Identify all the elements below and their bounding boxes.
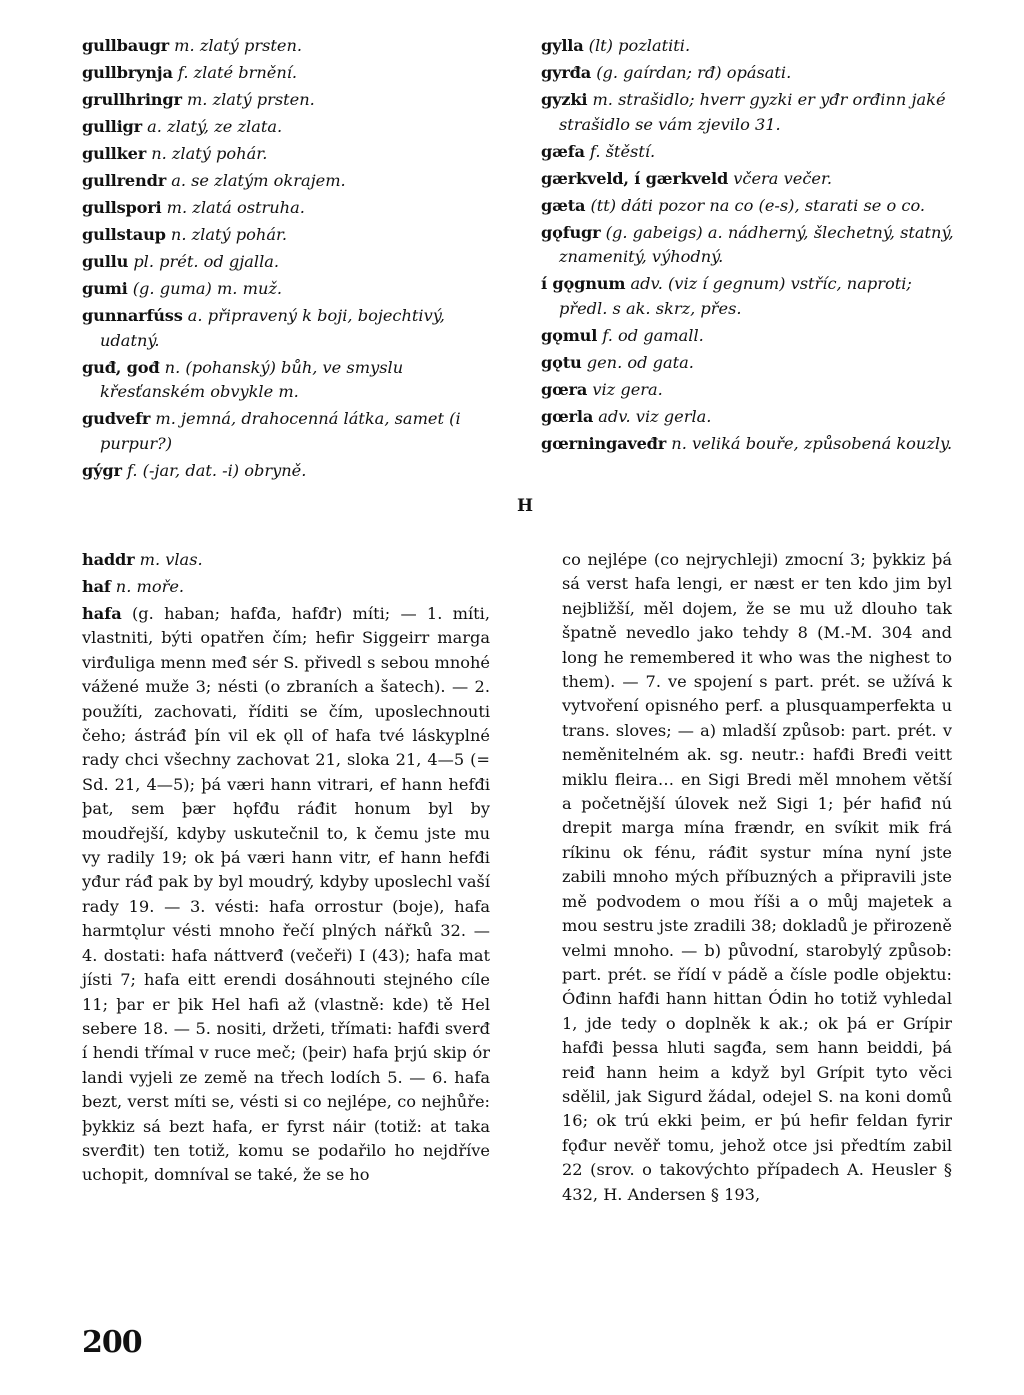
bottom-left-column	[82, 548, 490, 1188]
dictionary-entry	[541, 324, 961, 349]
dictionary-entry	[541, 167, 961, 192]
headword: gullbaugr	[82, 36, 170, 55]
gloss: n. moře.	[115, 577, 185, 596]
gloss: adv. viz gerla.	[598, 406, 712, 426]
dictionary-entry	[541, 272, 961, 321]
dictionary-entry	[82, 548, 490, 573]
dictionary-entry	[541, 34, 961, 59]
dictionary-entry	[82, 407, 490, 456]
gloss: (g. gabeigs) a. nádherný, šlechetný, statný, znamenitý, výhodný.	[559, 222, 954, 266]
gloss: gen. od gata.	[586, 352, 694, 372]
dictionary-entry	[82, 250, 490, 275]
headword: gullspori	[82, 198, 162, 217]
gloss: f. od gamall.	[602, 325, 704, 345]
hafa-entry	[82, 602, 490, 1188]
gloss: a. se zlatým okrajem.	[171, 171, 346, 190]
dictionary-entry	[82, 88, 490, 113]
dictionary-entry	[82, 169, 490, 194]
gloss: n. (pohanský) bůh, ve smyslu křesťanském obvykle m.	[100, 357, 404, 401]
headword: grullhringr	[82, 90, 182, 109]
headword: gǫtu	[541, 352, 582, 372]
headword: gumi	[82, 279, 128, 298]
gloss: m. vlas.	[139, 550, 203, 569]
dictionary-entry	[82, 61, 490, 86]
headword: gyrđa	[541, 63, 592, 82]
page-number: 200	[82, 1325, 142, 1360]
dictionary-entry	[541, 405, 961, 430]
dictionary-entry	[82, 34, 490, 59]
dictionary-entry	[82, 196, 490, 221]
dictionary-entry	[82, 277, 490, 302]
dictionary-entry	[541, 88, 961, 137]
headword: gœra	[541, 379, 588, 399]
dictionary-entry	[541, 140, 961, 165]
section-letter: H	[517, 496, 534, 516]
gloss: včera večer.	[733, 168, 833, 188]
headword: haddr	[82, 550, 135, 569]
dictionary-entry	[541, 378, 961, 403]
headword: gullstaup	[82, 225, 166, 244]
headword: gyzki	[541, 90, 588, 109]
gloss: f. štěstí.	[589, 141, 656, 161]
dictionary-entry	[541, 351, 961, 376]
headword: gunnarfúss	[82, 306, 183, 325]
headword: gylla	[541, 36, 584, 55]
dictionary-entry	[82, 575, 490, 600]
headword: gullbrynja	[82, 63, 173, 82]
gloss: m. zlatý prsten.	[174, 36, 303, 55]
dictionary-entry	[82, 304, 490, 353]
gloss: m. strašidlo; hverr gyzki er yđr orđinn jaké strašidlo se vám zjevilo 31.	[559, 90, 946, 134]
gloss: (tt) dáti pozor na co (e-s), starati se o co.	[590, 195, 926, 215]
gloss: viz gera.	[592, 379, 663, 399]
gloss: (g. gaírdan; rđ) opásati.	[596, 63, 792, 82]
headword: haf	[82, 577, 111, 596]
gloss: a. zlatý, ze zlata.	[147, 117, 283, 136]
gloss: m. zlatý prsten.	[186, 90, 315, 109]
gloss: a. připravený k boji, bojechtivý, udatný.	[100, 306, 445, 350]
dictionary-entry	[82, 223, 490, 248]
gloss: pl. prét. od gjalla.	[133, 252, 280, 271]
headword: gulligr	[82, 117, 142, 136]
hafa-entry-continued: co nejlépe (co nejrychleji) zmocní 3; þykkiz þá sá verst hafa lengi, er næst er ten kdo jim byl nejbližší, měl dojem, že se mu už dlouho tak špatně nevedlo jako tehdy 8 (M.-M. 304 and long he remembered it who was the nighest to them). — 7. ve spojení s part. prét. se užívá k vytvoření opisného perf. a plusquamperfekta u trans. sloves; — a) mladší způsob: part. prét. v neměnitelném ak. sg. neutr.: hafđi Bređi veitt miklu fleira… en Sigi Bredi měl mnohem větší a početnější úlovek než Sigi 1; þér hafiđ nú drepit marga mína frændr, en svíkit mik frá ríkinu ok fénu, ráđit systur mína nyní jste zabili mnoho mých příbuzných a připravili jste mě podvodem o mou říši a o můj majetek a mou sestru jste zradili 38; dokladů je přirozeně velmi mnoho. — b) původní, starobylý způsob: part. prét. se řídí v pádě a čísle podle objektu: Óđinn hafđi hann hittan Ódin ho totiž vyhledal 1, jde tedy o doplněk k ak.; ok þá er Grípir hafđi þessa hluti sagđa, sem hann beiddi, þá reiđ hann heim a když byl Grípit tyto věci sdělil, jak Sigurd žádal, odejel S. na koni domů 16; ok trú ekki þeim, er þú hefir feldan fyrir fǫđur nevěř tomu, jehož otce jsi předtím zabil 22 (srov. o takovýchto případech A. Heusler § 432, H. Andersen § 193,	[562, 550, 952, 1204]
headword: gudvefr	[82, 409, 151, 428]
gloss: n. zlatý pohár.	[170, 225, 288, 244]
headword: gullker	[82, 144, 147, 163]
gloss: f. zlaté brnění.	[177, 63, 298, 82]
dictionary-entry	[541, 221, 961, 270]
dictionary-entry	[82, 115, 490, 140]
bottom-right-column	[562, 548, 952, 1207]
gloss: n. zlatý pohár.	[151, 144, 268, 163]
gloss: (g. guma) m. muž.	[132, 279, 283, 298]
headword: gullu	[82, 252, 129, 271]
dictionary-entry	[82, 142, 490, 167]
top-left-column	[82, 34, 490, 486]
dictionary-entry	[541, 61, 961, 86]
headword: hafa	[82, 604, 122, 623]
top-right-column	[541, 34, 961, 459]
headword: guđ, gođ	[82, 357, 160, 377]
headword: gullrendr	[82, 171, 167, 190]
gloss: (lt) pozlatiti.	[588, 36, 691, 55]
headword: gǫmul	[541, 325, 598, 345]
headword: í gǫgnum	[541, 274, 626, 293]
dictionary-entry	[541, 194, 961, 219]
headword: gýgr	[82, 460, 122, 480]
headword: gœrla	[541, 406, 594, 426]
gloss: f. (-jar, dat. -i) obryně.	[126, 460, 307, 480]
headword: gæfa	[541, 141, 585, 161]
headword: gæta	[541, 195, 586, 215]
gloss: adv. (viz í gegnum) vstříc, naproti; předl. s ak. skrz, přes.	[559, 274, 912, 318]
dictionary-entry	[82, 459, 490, 484]
dictionary-entry	[541, 432, 961, 457]
entry-text: (g. haban; hafđa, hafđr) míti; — 1. míti, vlastniti, býti opatřen čím; hefir Siggeirr marga virđuliga menn međ sér S. přivedl s sebou mnohé vážené muže 3; nésti (o zbraních a šatech). — 2. použíti, zachovati, říditi se čím, uposlechnouti čeho; ástráđ þín vil ek ǫll of hafa tvé láskyplné rady chci všechny zachovat 21, sloka 21, 4—5 (= Sd. 21, 4—5); þá væri hann vitrari, ef hann hefđi þat, sem þær hǫfđu ráđit honum byl by moudřejší, kdyby uskutečnil to, k čemu jste mu vy radily 19; ok þá væri hann vitr, ef hann hefđi yđur ráđ pak by byl moudrý, kdyby uposlechl vaší rady 19. — 3. vésti: hafa orrostur (boje), hafa harmtǫlur vésti mnoho řečí plných nářků 32. — 4. dostati: hafa náttverđ (večeři) I (43); hafa mat jísti 7; hafa eitt erendi dosáhnouti stejného cíle 11; þar er þik Hel hafi až (vlastně: kde) tě Hel sebere 18. — 5. nositi, držeti, třímati: hafđi sverđ í hendi třímal v ruce meč; (þeir) hafa þrjú skip ór landi vyjeli ze země na třech lodích 5. — 6. hafa bezt, verst míti se, vésti si co nejlépe, co nejhůře: þykkiz sá bezt hafa, er fyrst náir (totiž: at taka sverđit) ten totiž, komu se podařilo ho nejdříve uchopit, domníval se také, že se ho	[82, 604, 490, 1185]
gloss: m. jemná, drahocenná látka, samet (i purpur?)	[100, 409, 461, 453]
headword: gærkveld, í gærkveld	[541, 168, 729, 188]
gloss: n. veliká bouře, způsobená kouzly.	[671, 433, 953, 453]
dictionary-entry	[82, 356, 490, 405]
gloss: m. zlatá ostruha.	[166, 198, 305, 217]
headword: gœrningaveđr	[541, 433, 667, 453]
headword: gǫfugr	[541, 222, 601, 242]
